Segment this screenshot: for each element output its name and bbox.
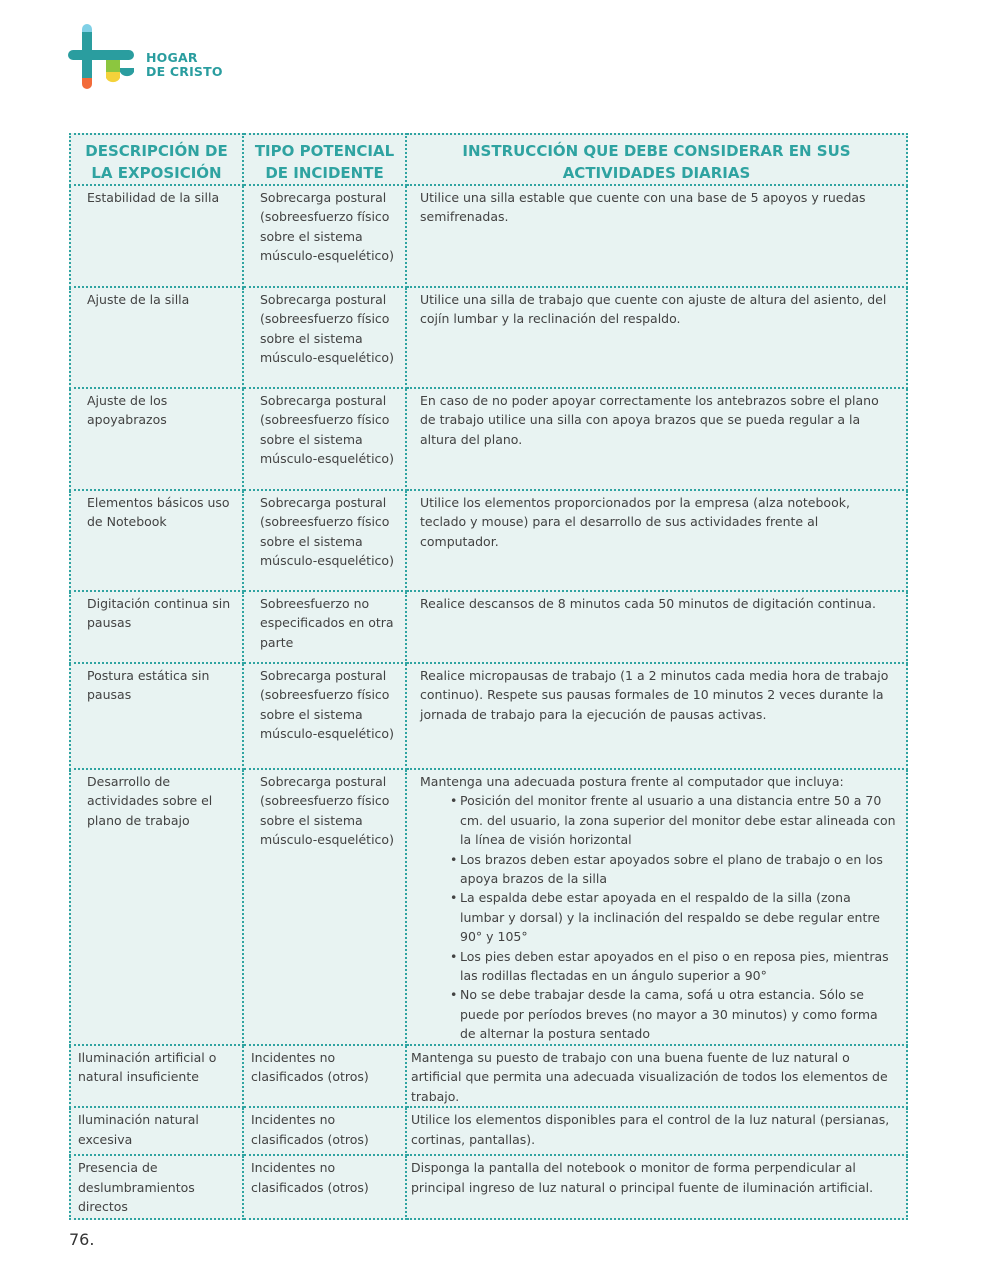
table-row <box>70 663 907 769</box>
row-instruction-cell <box>406 769 907 1045</box>
row-description: Iluminación natural excesiva <box>70 1107 243 1155</box>
row-instruction: En caso de no poder apoyar correctamente los antebrazos sobre el plano de trabajo utilice una silla con apoya brazos que se pueda regular a la altura del plano. <box>406 388 907 490</box>
list-item: • No se debe trabajar desde la cama, sofá u otra estancia. Sólo se puede por períodos breves (no mayor a 30 minutos) y como forma de alternar la postura sentado <box>450 987 878 1042</box>
row-description: Ajuste de la silla <box>70 287 243 388</box>
row-incident: Sobrecarga postural (sobreesfuerzo físico sobre el sistema músculo-esquelético) <box>243 185 406 287</box>
row-incident: Sobrecarga postural (sobreesfuerzo físico sobre el sistema músculo-esquelético) <box>243 663 406 769</box>
logo-text <box>146 51 223 79</box>
logo-line-1: HOGAR <box>146 50 198 65</box>
table-row <box>70 388 907 490</box>
row-incident: Sobrecarga postural (sobreesfuerzo físico sobre el sistema músculo-esquelético) <box>243 769 406 1045</box>
logo-line-2: DE CRISTO <box>146 64 223 79</box>
list-item: • La espalda debe estar apoyada en el respaldo de la silla (zona lumbar y dorsal) y la inclinación del respaldo se debe regular entre 90° y 105° <box>450 890 880 945</box>
row-incident: Sobreesfuerzo no especificados en otra parte <box>243 591 406 663</box>
table-row <box>70 1155 907 1219</box>
row-description: Ajuste de los apoyabrazos <box>70 388 243 490</box>
row-instruction: Realice descansos de 8 minutos cada 50 minutos de digitación continua. <box>406 591 907 663</box>
page-number: 76. <box>69 1230 95 1249</box>
exposure-instructions-table <box>69 133 908 1220</box>
header-incident: TIPO POTENCIAL DE INCIDENTE <box>243 134 406 185</box>
row-instruction: Mantenga su puesto de trabajo con una buena fuente de luz natural o artificial que permita una adecuada visualización de todos los elementos de trabajo. <box>406 1045 907 1107</box>
list-item: • Los brazos deben estar apoyados sobre el plano de trabajo o en los apoya brazos de la silla <box>450 851 883 887</box>
row-description: Iluminación artificial o natural insuficiente <box>70 1045 243 1107</box>
table-row <box>70 769 907 1045</box>
row-description: Desarrollo de actividades sobre el plano de trabajo <box>70 769 243 1045</box>
row-instruction: Utilice los elementos proporcionados por la empresa (alza notebook, teclado y mouse) para el desarrollo de sus actividades frente al computador. <box>406 490 907 591</box>
table-header-row <box>70 134 907 185</box>
row-description: Estabilidad de la silla <box>70 185 243 287</box>
row-instruction: Utilice una silla de trabajo que cuente con ajuste de altura del asiento, del cojín lumbar y la reclinación del respaldo. <box>406 287 907 388</box>
row-instruction: Utilice los elementos disponibles para el control de la luz natural (persianas, cortinas, pantallas). <box>406 1107 907 1155</box>
row-description: Digitación continua sin pausas <box>70 591 243 663</box>
row-incident: Incidentes no clasificados (otros) <box>243 1045 406 1107</box>
table-row <box>70 287 907 388</box>
cross-logo-icon <box>68 24 136 92</box>
row-incident: Incidentes no clasificados (otros) <box>243 1107 406 1155</box>
table-row <box>70 591 907 663</box>
row-incident: Sobrecarga postural (sobreesfuerzo físico sobre el sistema músculo-esquelético) <box>243 287 406 388</box>
table-row <box>70 1107 907 1155</box>
row-description: Presencia de deslumbramientos directos <box>70 1155 243 1219</box>
table-row <box>70 490 907 591</box>
header-description: DESCRIPCIÓN DE LA EXPOSICIÓN <box>70 134 243 185</box>
hogar-de-cristo-logo <box>68 24 238 92</box>
row-incident: Sobrecarga postural (sobreesfuerzo físico sobre el sistema músculo-esquelético) <box>243 490 406 591</box>
posture-bullet-list <box>420 791 896 1043</box>
list-item: • Los pies deben estar apoyados en el piso o en reposa pies, mientras las rodillas flectadas en un ángulo superior a 90° <box>450 948 889 984</box>
row-instruction: Mantenga una adecuada postura frente al computador que incluya: <box>420 774 844 789</box>
row-instruction: Disponga la pantalla del notebook o monitor de forma perpendicular al principal ingreso de luz natural o principal fuente de iluminación artificial. <box>406 1155 907 1219</box>
row-description: Elementos básicos uso de Notebook <box>70 490 243 591</box>
row-incident: Sobrecarga postural (sobreesfuerzo físico sobre el sistema músculo-esquelético) <box>243 388 406 490</box>
table-row <box>70 185 907 287</box>
list-item: • Posición del monitor frente al usuario a una distancia entre 50 a 70 cm. del usuario, la zona superior del monitor debe estar alineada con la línea de visión horizontal <box>450 793 896 848</box>
row-instruction: Realice micropausas de trabajo (1 a 2 minutos cada media hora de trabajo continuo). Respete sus pausas formales de 10 minutos 2 veces durante la jornada de trabajo para la ejecución de pausas activas. <box>406 663 907 769</box>
row-incident: Incidentes no clasificados (otros) <box>243 1155 406 1219</box>
row-description: Postura estática sin pausas <box>70 663 243 769</box>
row-instruction: Utilice una silla estable que cuente con una base de 5 apoyos y ruedas semifrenadas. <box>406 185 907 287</box>
header-instruction: INSTRUCCIÓN QUE DEBE CONSIDERAR EN SUS ACTIVIDADES DIARIAS <box>406 134 907 185</box>
table-row <box>70 1045 907 1107</box>
